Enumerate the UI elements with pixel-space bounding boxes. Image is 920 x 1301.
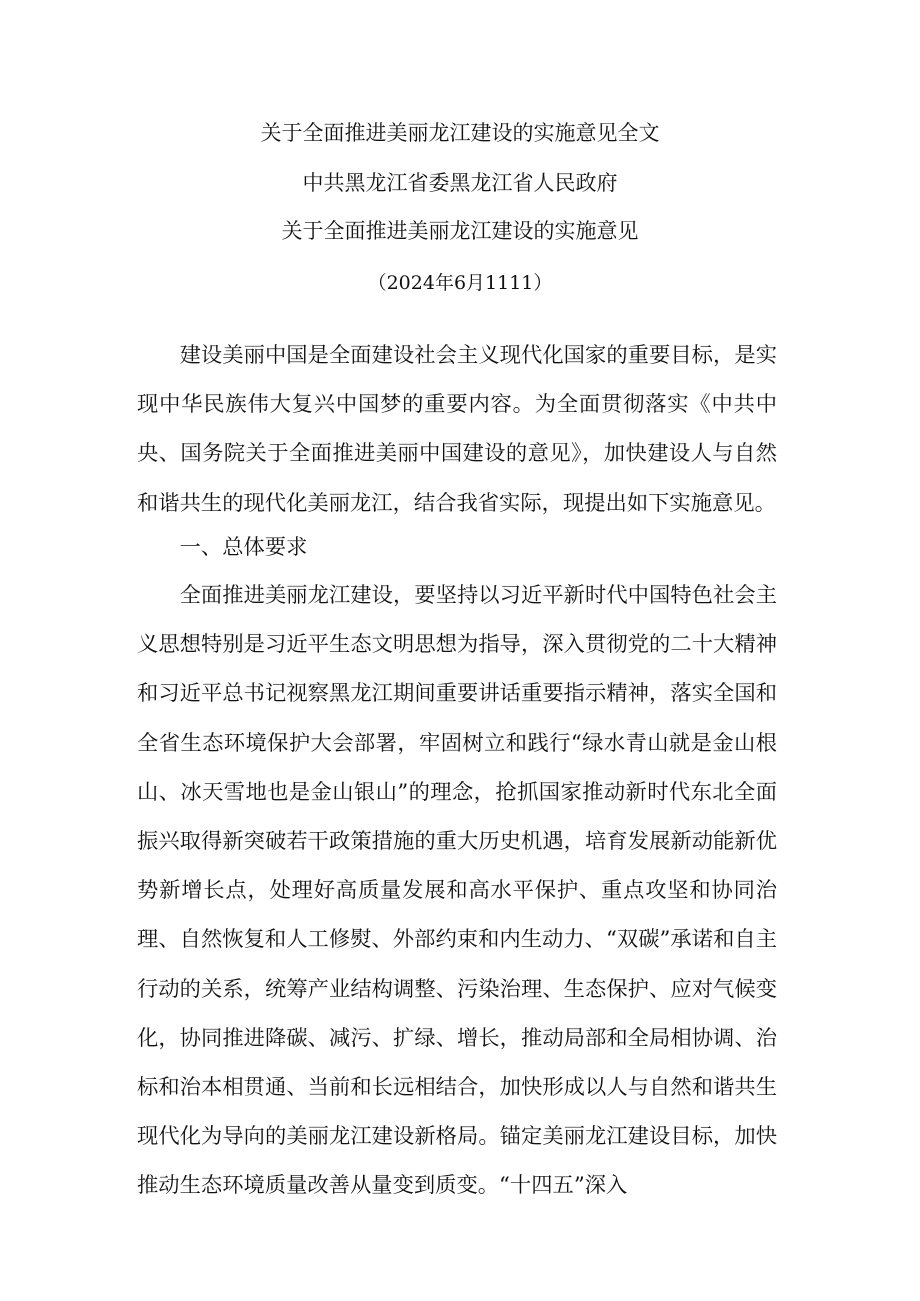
issuing-authority: 中共黑龙江省委黑龙江省人民政府 xyxy=(302,171,618,195)
document-title: 关于全面推进美丽龙江建设的实施意见全文 xyxy=(260,121,660,145)
intro-paragraph: 建设美丽中国是全面建设社会主义现代化国家的重要目标，是实现中华民族伟大复兴中国梦的重要内容。为全面贯彻落实《中共中央、国务院关于全面推进美丽中国建设的意见》，加快建设人与自然和谐共生的现代化美丽龙江，结合我省实际，现提出如下实施意见。 xyxy=(137,343,777,516)
document-date: （2024年6月1111） xyxy=(367,272,553,294)
body-paragraph: 全面推进美丽龙江建设，要坚持以习近平新时代中国特色社会主义思想特别是习近平生态文明思想为指导，深入贯彻党的二十大精神和习近平总书记视察黑龙江期间重要讲话重要指示精神，落实全国和全省生态环境保护大会部署，牢固树立和践行“绿水青山就是金山根山、冰天雪地也是金山银山”的理念，抢抓国家推动新时代东北全面振兴取得新突破若干政策措施的重大历史机遇，培育发展新动能新优势新增长点，处理好高质量发展和高水平保护、重点攻坚和协同治理、自然恢复和人工修熨、外部约束和内生动力、“双碳”承诺和自主行动的关系，统筹产业结构调整、污染治理、生态保护、应对气候变化，协同推进降碳、减污、扩绿、增长，推动局部和全局相协调、治标和治本相贯通、当前和长远相结合，加快形成以人与自然和谐共生现代化为导向的美丽龙江建设新格局。锚定美丽龙江建设目标，加快推动生态环境质量改善从量变到质变。“十四五”深入 xyxy=(137,583,777,1199)
section-heading: 一、总体要求 xyxy=(179,535,308,560)
document-subtitle: 关于全面推进美丽龙江建设的实施意见 xyxy=(281,219,639,243)
